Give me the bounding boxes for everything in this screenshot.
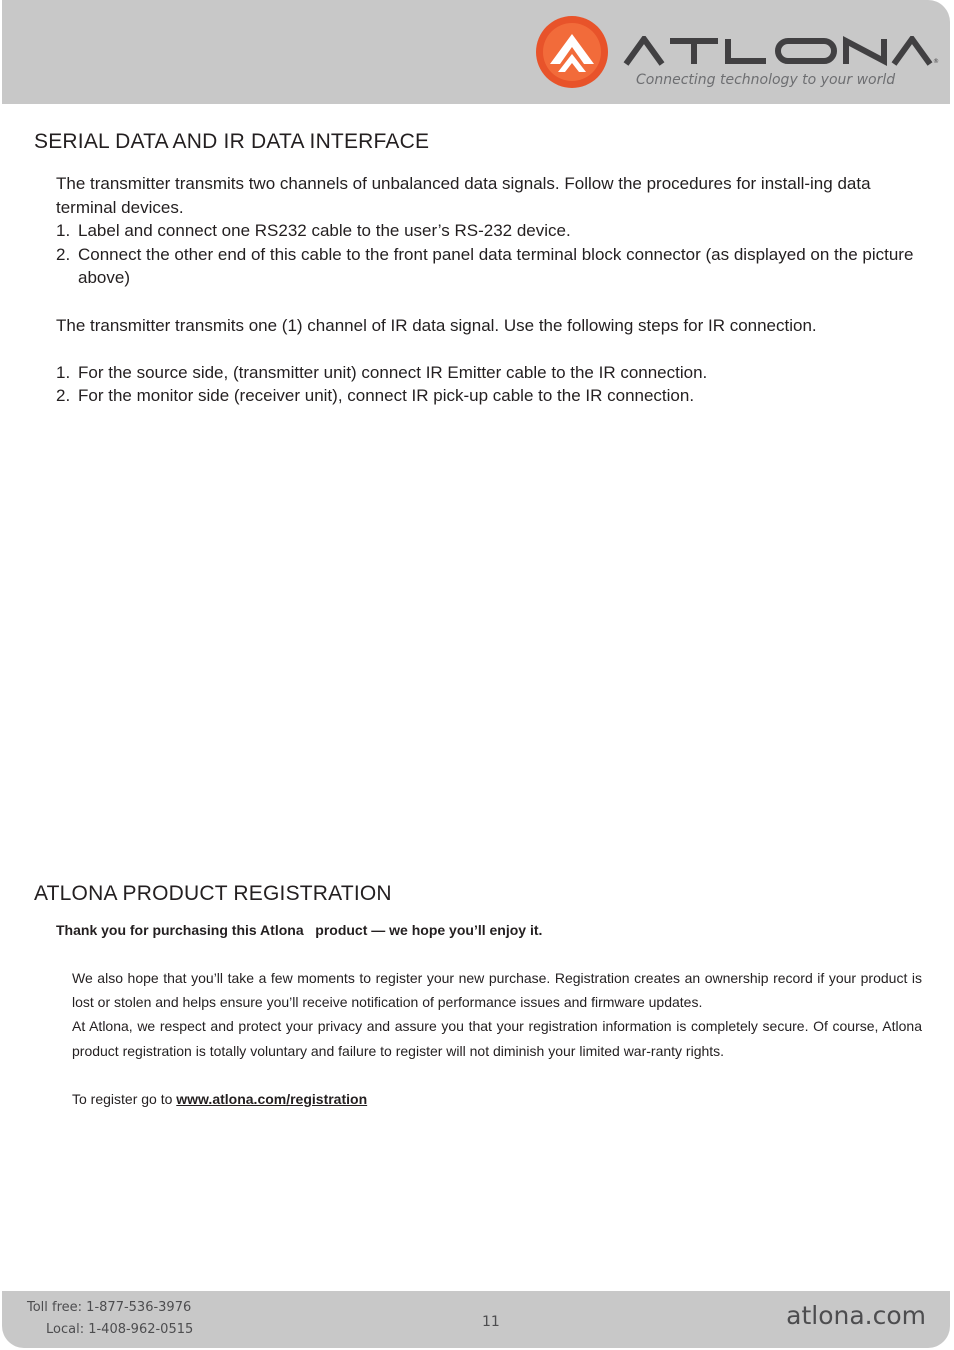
registration-paragraph-2: At Atlona, we respect and protect your privacy and assure you that your registration information is completely secure. Of course, Atlona product registration is totally voluntary and failure to register will not diminish your limited war-ranty rights. [72,1018,922,1059]
serial-section-body [56,172,926,408]
list-item: 2. Connect the other end of this cable to the front panel data terminal block connector (as displayed on the picture above) [56,244,914,288]
serial-intro: The transmitter transmits two channels of unbalanced data signals. Follow the procedures for install-ing data terminal devices. [56,174,871,217]
registration-section-title: ATLONA PRODUCT REGISTRATION [34,882,392,905]
registration-link[interactable]: www.atlona.com/registration [176,1091,368,1107]
register-line: To register go to www.atlona.com/registration [72,1091,368,1107]
atlona-logo-icon [534,14,610,90]
atlona-wordmark [622,36,942,66]
toll-free-number: Toll free: 1-877-536-3976 [27,1300,192,1315]
local-number: Local: 1-408-962-0515 [46,1322,194,1337]
registration-body [72,966,922,1111]
serial-section-title: SERIAL DATA AND IR DATA INTERFACE [34,130,430,153]
page-footer [2,1291,950,1348]
page-number: 11 [482,1314,500,1330]
list-item: 2. For the monitor side (receiver unit), connect IR pick-up cable to the IR connection. [56,386,695,406]
registration-thanks: Thank you for purchasing this Atlona product — we hope you’ll enjoy it. [56,922,543,938]
svg-text:®: ® [933,58,939,65]
list-item: 1. For the source side, (transmitter unit) connect IR Emitter cable to the IR connection. [56,362,708,382]
page-header [2,0,950,104]
website-link[interactable]: atlona.com [786,1301,926,1330]
brand-tagline: Connecting technology to your world [636,72,896,88]
ir-intro: The transmitter transmits one (1) channel of IR data signal. Use the following steps for IR connection. [56,315,817,335]
registration-paragraph-1: We also hope that you’ll take a few moments to register your new purchase. Registration creates an ownership record if your product is lost or stolen and helps ensure you’ll receive notification of performance issues and firmware updates. [72,970,922,1011]
list-item: 1. Label and connect one RS232 cable to the user’s RS-232 device. [56,221,571,241]
